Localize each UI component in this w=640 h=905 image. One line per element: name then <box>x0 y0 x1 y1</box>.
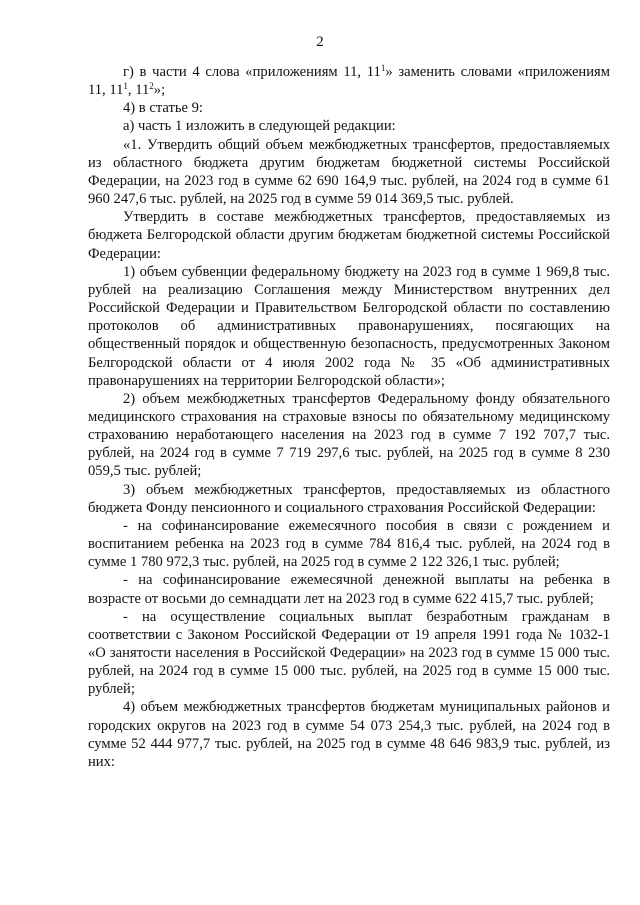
paragraph-item-2: 2) объем межбюджетных трансфертов Федеральному фонду обязательного медицинского страхования на страховые взносы по обязательному медицинскому страхованию неработающего населения на 2023 год в сумме 7 192 707,7 тыс. рублей, на 2024 год в сумме 7 719 297,6 тыс. рублей, на 2025 год в сумме 8 230 059,5 тыс. рублей; <box>88 390 610 480</box>
paragraph-total-transfers: «1. Утвердить общий объем межбюджетных трансфертов, предоставляемых из областного бюджета другим бюджетам бюджетной системы Российской Федерации, на 2023 год в сумме 62 690 164,9 тыс. рублей, на 2024 год в сумме 61 960 247,6 тыс. рублей, на 2025 год в сумме 59 014 369,5 тыс. рублей. <box>88 136 610 208</box>
superscript: 1 <box>380 63 386 73</box>
superscript: 2 <box>149 81 154 92</box>
text-fragment: г) в части 4 слова «приложениям 11, 11 <box>123 64 381 80</box>
paragraph-subitem-child-allowance: - на софинансирование ежемесячного пособия в связи с рождением и воспитанием ребенка на 2023 год в сумме 784 816,4 тыс. рублей, на 2024 год в сумме 1 780 972,3 тыс. рублей, на 2025 год в сумме 2 122 326,1 тыс. рублей; <box>88 517 610 571</box>
paragraph-article-9: 4) в статье 9: <box>123 100 203 117</box>
paragraph-amendment-g <box>88 63 610 99</box>
paragraph-subitem-unemployed: - на осуществление социальных выплат безработным гражданам в соответствии с Законом Российской Федерации от 19 апреля 1991 года № 1032-1 «О занятости населения в Российской Федерации» на 2023 год в сумме 15 000 тыс. рублей, на 2024 год в сумме 15 000 тыс. рублей, на 2025 год в сумме 15 000 тыс. рублей; <box>88 608 610 698</box>
superscript: 1 <box>123 81 128 92</box>
text-fragment: » заменить словами «приложениям 11, 11 <box>88 64 610 99</box>
text-fragment: »; <box>153 82 166 99</box>
paragraph-subitem-monthly-payment: - на софинансирование ежемесячной денежной выплаты на ребенка в возрасте от восьми до семнадцати лет на 2023 год в сумме 622 415,7 тыс. рублей; <box>88 572 610 607</box>
paragraph-item-4: 4) объем межбюджетных трансфертов бюджетам муниципальных районов и городских округов на 2023 год в сумме 54 073 254,3 тыс. рублей, на 2024 год в сумме 52 444 977,7 тыс. рублей, на 2025 год в сумме 48 646 983,9 тыс. рублей, из них: <box>88 699 610 770</box>
text-fragment: , 11 <box>127 82 150 99</box>
paragraph-item-1: 1) объем субвенции федеральному бюджету на 2023 год в сумме 1 969,8 тыс. рублей на реализацию Соглашения между Министерством внутренних дел Российской Федерации и Правительством Белгородской области по составлению протоколов об административных правонарушениях, посягающих на общественный порядок и общественную безопасность, предусмотренных Законом Белгородской области от 4 июля 2002 года № 35 «Об административных правонарушениях на территории Белгородской области»; <box>88 263 610 389</box>
page-number: 2 <box>316 34 324 50</box>
document-body <box>88 63 610 771</box>
paragraph-part-1: а) часть 1 изложить в следующей редакции: <box>123 118 396 135</box>
paragraph-approve-composition: Утвердить в составе межбюджетных трансфертов, предоставляемых из бюджета Белгородской области другим бюджетам бюджетной системы Российской Федерации: <box>88 209 610 262</box>
paragraph-item-3: 3) объем межбюджетных трансфертов, предоставляемых из областного бюджета Фонду пенсионного и социального страхования Российской Федерации: <box>88 481 610 516</box>
